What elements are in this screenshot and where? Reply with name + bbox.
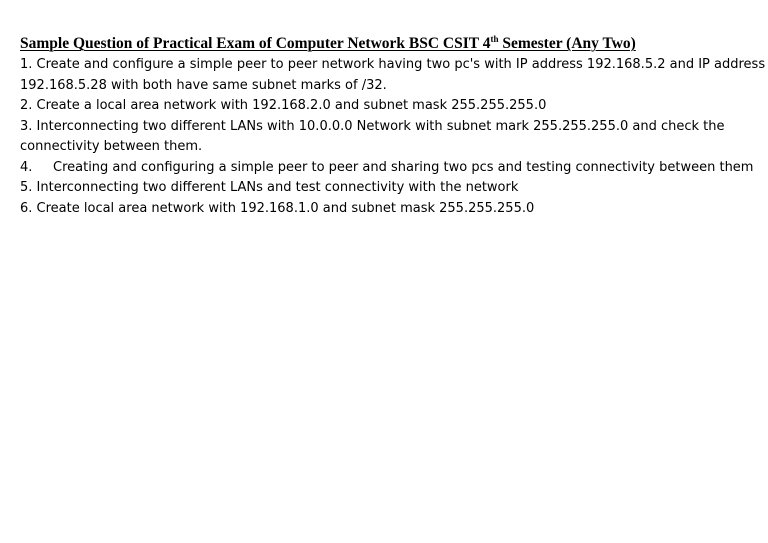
question-text: Interconnecting two different LANs and test connectivity with the network — [36, 180, 519, 195]
question-number: 3. — [20, 118, 33, 134]
question-item-5 — [20, 178, 750, 199]
question-text: Creating and configuring a simple peer to peer and sharing two pcs and testing connectivity between them — [53, 159, 754, 175]
document-title — [20, 34, 636, 54]
title-end-text: Semester (Any Two) — [498, 35, 636, 52]
question-number: 2. — [20, 98, 33, 113]
question-number: 6. — [20, 200, 33, 216]
title-superscript: th — [490, 34, 499, 44]
question-1-line-1 — [20, 55, 766, 76]
question-text: Create and configure a simple peer to peer network having two pc's with IP address 192.168.5.2 and IP address — [36, 57, 766, 72]
question-item-3 — [20, 117, 750, 158]
question-4-line-1 — [20, 158, 754, 179]
question-1-line-2: 192.168.5.28 with both have same subnet marks of /32. — [20, 77, 387, 93]
question-number: 4. — [20, 159, 33, 175]
question-text: Create local area network with 192.168.1.0 and subnet mask 255.255.255.0 — [36, 200, 535, 216]
question-3-line-1 — [20, 117, 750, 138]
question-list — [20, 55, 766, 219]
question-number: 1. — [20, 57, 33, 72]
question-5-line-1 — [20, 178, 750, 199]
title-main-text: Sample Question of Practical Exam of Computer Network BSC CSIT 4 — [20, 35, 491, 52]
question-text: Create a local area network with 192.168.2.0 and subnet mask 255.255.255.0 — [36, 98, 547, 113]
question-text: Interconnecting two different LANs with 10.0.0.0 Network with subnet mark 255.255.255.0 and check the — [36, 118, 725, 134]
question-item-4 — [20, 158, 754, 179]
question-number: 5. — [20, 180, 33, 195]
question-2-line-1 — [20, 96, 750, 117]
question-3-line-2: connectivity between them. — [20, 139, 203, 154]
question-6-line-1 — [20, 199, 750, 220]
question-item-1 — [20, 55, 766, 96]
question-item-6 — [20, 199, 750, 220]
question-item-2 — [20, 96, 750, 117]
